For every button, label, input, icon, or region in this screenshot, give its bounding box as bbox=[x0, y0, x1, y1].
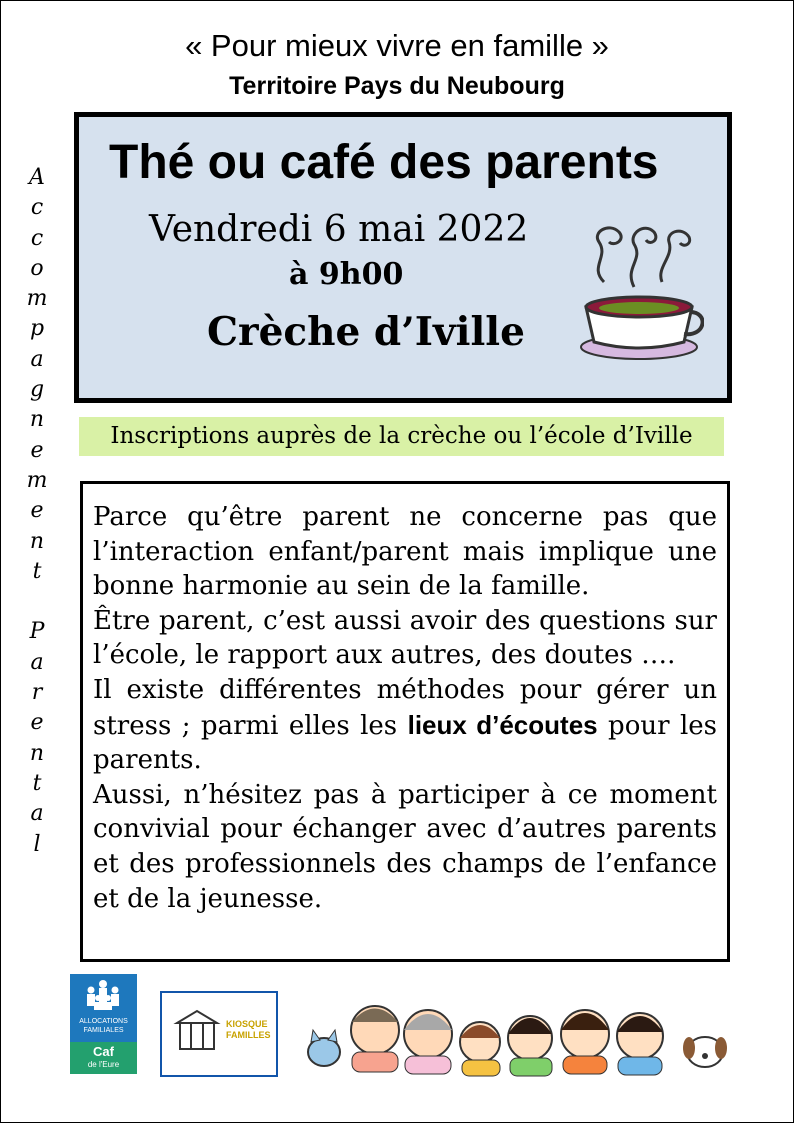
paragraph-1: Parce qu’être parent ne concerne pas que l’interaction enfant/parent mais implique une bonne harmonie au sein de la famille. bbox=[93, 502, 717, 602]
body-text-box bbox=[80, 481, 730, 962]
side-vertical-text bbox=[22, 163, 52, 860]
side-letter: t bbox=[32, 770, 42, 796]
caf-green-band bbox=[70, 1042, 137, 1074]
event-title: Thé ou café des parents bbox=[109, 136, 659, 189]
caf-text-4: de l'Eure bbox=[87, 1060, 120, 1069]
side-letter: A bbox=[29, 165, 45, 190]
side-letter: n bbox=[29, 528, 45, 554]
side-letter: g bbox=[29, 377, 45, 403]
body-text bbox=[93, 500, 717, 916]
side-letter: n bbox=[29, 407, 45, 433]
side-letter: m bbox=[26, 467, 48, 493]
teacup-icon bbox=[574, 212, 704, 362]
caf-family-icon bbox=[78, 978, 128, 1014]
side-letter: e bbox=[30, 710, 44, 736]
event-box bbox=[74, 112, 732, 403]
side-letter bbox=[22, 587, 52, 617]
side-letter: o bbox=[30, 255, 44, 281]
caf-text-2: FAMILIALES bbox=[83, 1027, 124, 1034]
side-letter: a bbox=[30, 801, 44, 827]
dog-icon bbox=[683, 1037, 727, 1067]
side-letter: r bbox=[31, 680, 43, 706]
event-time: à 9h00 bbox=[289, 257, 404, 292]
kiosk-icon bbox=[172, 1005, 222, 1055]
page-title: « Pour mieux vivre en famille » bbox=[185, 28, 609, 63]
partner-logo bbox=[160, 991, 278, 1077]
page-subtitle: Territoire Pays du Neubourg bbox=[229, 72, 565, 100]
paragraph-4: Aussi, n’hésitez pas à participer à ce moment convivial pour échanger avec d’autres parents et des professionnels des champs de l’enfance et de la jeunesse. bbox=[93, 779, 717, 914]
event-place: Crèche d’Iville bbox=[207, 309, 525, 355]
side-letter: l bbox=[33, 831, 41, 857]
side-letter: m bbox=[26, 286, 48, 312]
highlight-text: lieux d’écoutes bbox=[407, 709, 598, 740]
side-letter: n bbox=[29, 740, 45, 766]
side-letter: P bbox=[29, 619, 45, 645]
registration-banner: Inscriptions auprès de la crèche ou l’école d’Iville bbox=[79, 417, 724, 456]
side-letter: p bbox=[29, 316, 45, 342]
caf-text-3: Caf bbox=[93, 1044, 114, 1059]
side-letter: t bbox=[32, 558, 42, 584]
side-letter: a bbox=[30, 649, 44, 675]
side-letter: e bbox=[30, 437, 44, 463]
paragraph-2: Être parent, c’est aussi avoir des questions sur l’école, le rapport aux autres, des doutes …. bbox=[93, 605, 717, 671]
children-illustration bbox=[300, 990, 745, 1080]
event-date: Vendredi 6 mai 2022 bbox=[149, 209, 529, 250]
side-letter: c bbox=[30, 225, 44, 251]
side-letter: c bbox=[30, 195, 44, 221]
partner-label: KIOSQUE FAMILLES bbox=[226, 1019, 271, 1040]
side-letter: e bbox=[30, 498, 44, 524]
paragraph-3: Il existe différentes méthodes pour gérer un stress ; parmi elles les lieux d’écoutes pour les parents. bbox=[93, 674, 718, 776]
caf-logo bbox=[70, 974, 137, 1074]
caf-text-1: ALLOCATIONS bbox=[79, 1018, 128, 1025]
side-letter: a bbox=[30, 346, 44, 372]
cat-icon bbox=[308, 1030, 340, 1066]
